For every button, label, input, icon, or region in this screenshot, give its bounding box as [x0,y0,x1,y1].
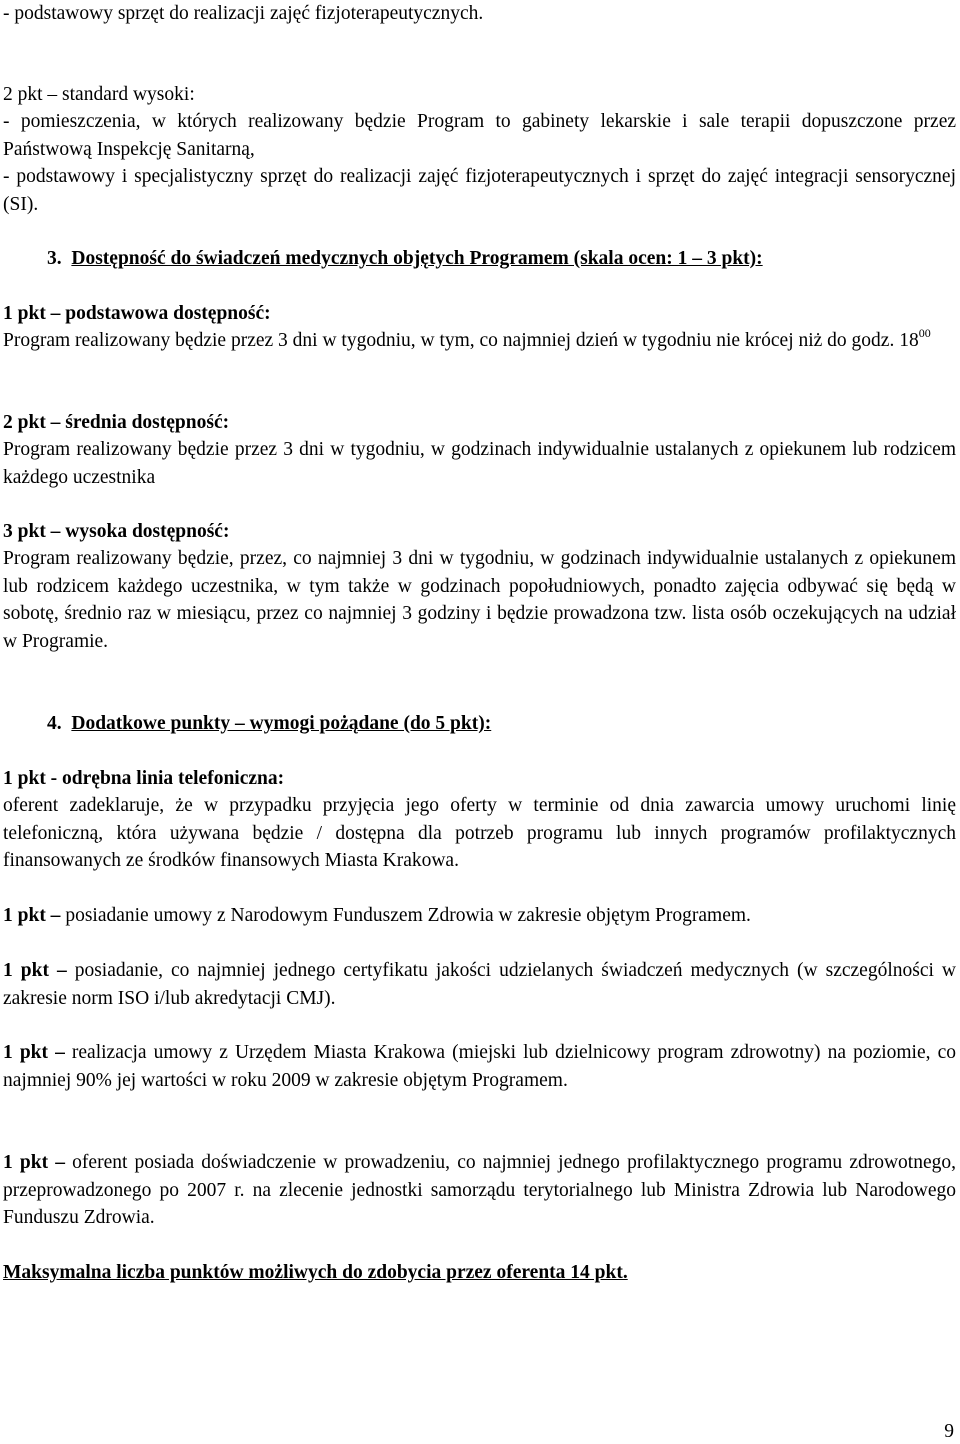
page-number: 9 [944,1421,954,1442]
phone-line-text: oferent zadeklaruje, że w przypadku przyjęcia jego oferty w terminie od dnia zawarcia umowy uruchomi linię telefoniczną, która używana będzie / dostępna dla potrzeb programu lub innych programów profilaktycznych finansowanych ze środków finansowych Miasta Krakowa. [3,795,956,871]
section-3-number: 3. [47,248,62,269]
medium-availability-heading: 2 pkt – średnia dostępność: [3,412,230,433]
high-availability-text: Program realizowany będzie, przez, co najmniej 3 dni w tygodniu, w godzinach indywidualnie ustalanych z opiekunem lub rodzicem każdego uczestnika, w tym także w godzinach popołudniowych, ponadto zajęcia odbywać się będą w sobotę, średnio raz w miesiącu, przez co najmniej 3 godziny i będzie prowadzona tzw. lista osób oczekujących na udział w Programie. [3,548,956,652]
phone-line-heading: 1 pkt - odrębna linia telefoniczna: [3,768,285,789]
section-4-title: Dodatkowe punkty – wymogi pożądane (do 5 pkt): [71,713,492,734]
standard-high-text-1: - pomieszczenia, w których realizowany będzie Program to gabinety lekarskie i sale terapii dopuszczone przez Państwową Inspekcję Sanitarną, [3,111,956,160]
basic-availability-heading: 1 pkt – podstawowa dostępność: [3,303,271,324]
medium-availability-text: Program realizowany będzie przez 3 dni w tygodniu, w godzinach indywidualnie ustalanych z opiekunem lub rodzicem każdego uczestnika [3,439,956,488]
basic-availability-text: Program realizowany będzie przez 3 dni w tygodniu, w tym, co najmniej dzień w tygodniu nie krócej niż do godz. $18^{00}$ [3,326,931,351]
high-availability-heading: 3 pkt – wysoka dostępność: [3,521,230,542]
section-4-heading [47,710,956,738]
max-points-summary: Maksymalna liczba punktów możliwych do zdobycia przez oferenta 14 pkt. [3,1262,628,1283]
experience-item: 1 pkt – oferent posiada doświadczenie w prowadzeniu, co najmniej jednego profilaktycznego programu zdrowotnego, przeprowadzonego po 2007 r. na zlecenie jednostki samorządu terytorialnego lub Ministra Zdrowia lub Narodowego Funduszu Zdrowia. [3,1152,956,1228]
quality-certificate-item: 1 pkt – posiadanie, co najmniej jednego certyfikatu jakości udzielanych świadczeń medycznych (w szczególności w zakresie norm ISO i/lub akredytacji CMJ). [3,960,956,1009]
section-3-title: Dostępność do świadczeń medycznych objętych Programem (skala ocen: 1 – 3 pkt): [71,248,763,269]
section-3-heading [47,245,956,273]
section-4-number: 4. [47,713,62,734]
standard-high-text-2: - podstawowy i specjalistyczny sprzęt do realizacji zajęć fizjoterapeutycznych i sprzęt do zajęć integracji sensorycznej (SI). [3,166,956,215]
standard-high-heading: 2 pkt – standard wysoki: [3,84,195,105]
hour-superscript: 00 [918,326,931,340]
equipment-line: - podstawowy sprzęt do realizacji zajęć fizjoterapeutycznych. [3,3,484,24]
nfz-contract-item: 1 pkt – posiadanie umowy z Narodowym Funduszem Zdrowia w zakresie objętym Programem. [3,905,751,926]
city-contract-item: 1 pkt – realizacja umowy z Urzędem Miasta Krakowa (miejski lub dzielnicowy program zdrowotny) na poziomie, co najmniej 90% jej wartości w roku 2009 w zakresie objętym Programem. [3,1042,956,1091]
